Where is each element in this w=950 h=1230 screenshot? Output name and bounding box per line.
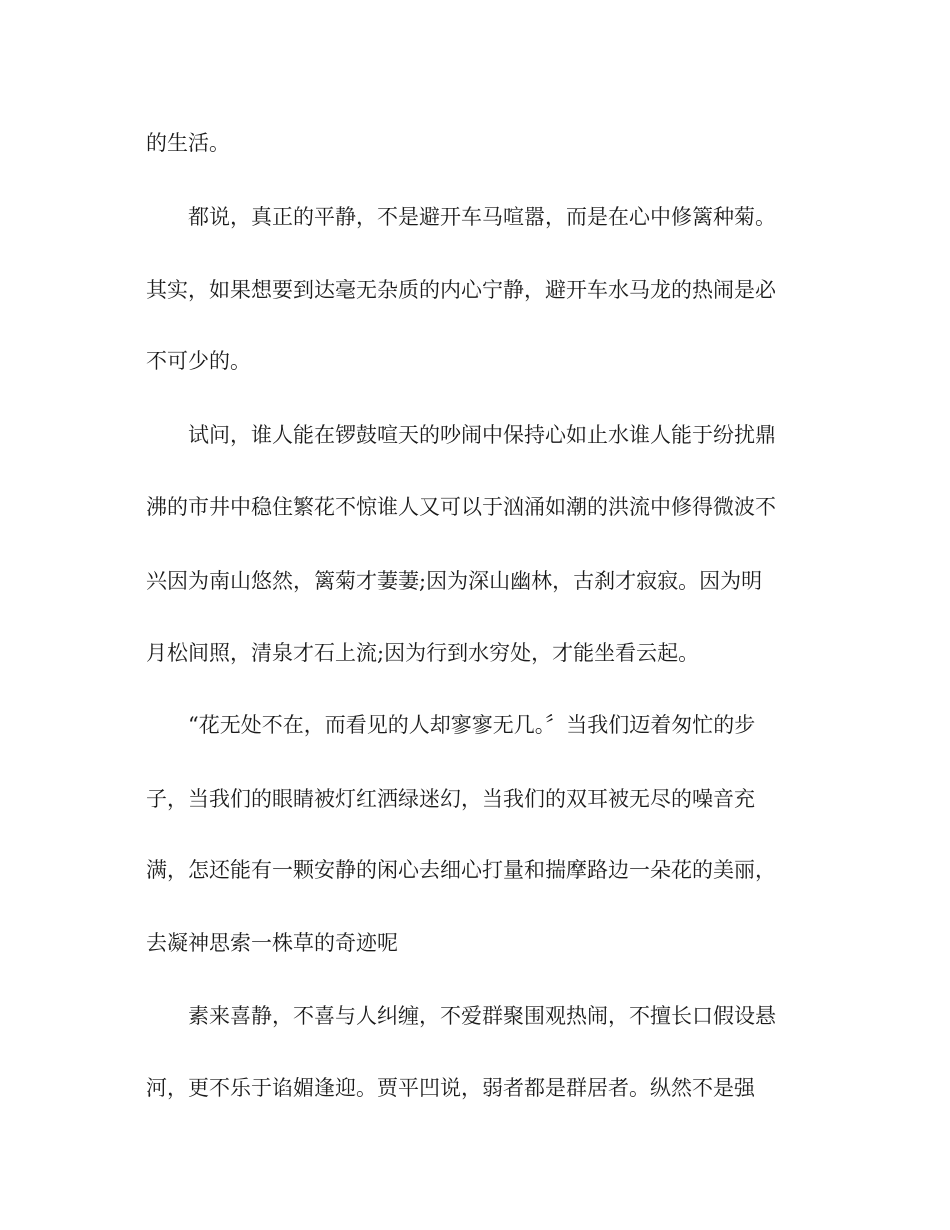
text-line: 的生活。 <box>146 131 230 155</box>
paragraph-start-line: 都说，真正的平静，不是避开车马喧嚣，而是在心中修篱种菊。 <box>188 205 776 229</box>
text-line: 其实，如果想要到达毫无杂质的内心宁静，避开车水马龙的热闹是必 <box>146 278 776 302</box>
text-line: 月松间照，清泉才石上流;因为行到水穷处，才能坐看云起。 <box>146 641 700 665</box>
paragraph-start-line: 素来喜静，不喜与人纠缠，不爱群聚围观热闹，不擅长口假设悬 <box>188 1004 776 1028</box>
paragraph-start-line: “花无处不在，而看见的人却寥寥无几。〞当我们迈着匆忙的步 <box>188 713 756 737</box>
paragraph-start-line: 试问，谁人能在锣鼓喧天的吵闹中保持心如止水谁人能于纷扰鼎 <box>188 423 776 447</box>
text-line: 河，更不乐于谄媚逢迎。贾平凹说，弱者都是群居者。纵然不是强 <box>146 1076 755 1100</box>
text-line: 去凝神思索一株草的奇迹呢 <box>146 931 398 955</box>
text-line: 满，怎还能有一颗安静的闲心去细心打量和揣摩路边一朵花的美丽， <box>146 858 776 882</box>
text-line: 沸的市井中稳住繁花不惊谁人又可以于汹涌如潮的洪流中修得微波不 <box>146 495 776 519</box>
text-line: 子，当我们的眼睛被灯红洒绿迷幻，当我们的双耳被无尽的噪音充 <box>146 787 755 811</box>
text-line: 兴因为南山悠然，篱菊才萋萋;因为深山幽林，古刹才寂寂。因为明 <box>146 569 763 593</box>
text-line: 不可少的。 <box>146 349 251 373</box>
